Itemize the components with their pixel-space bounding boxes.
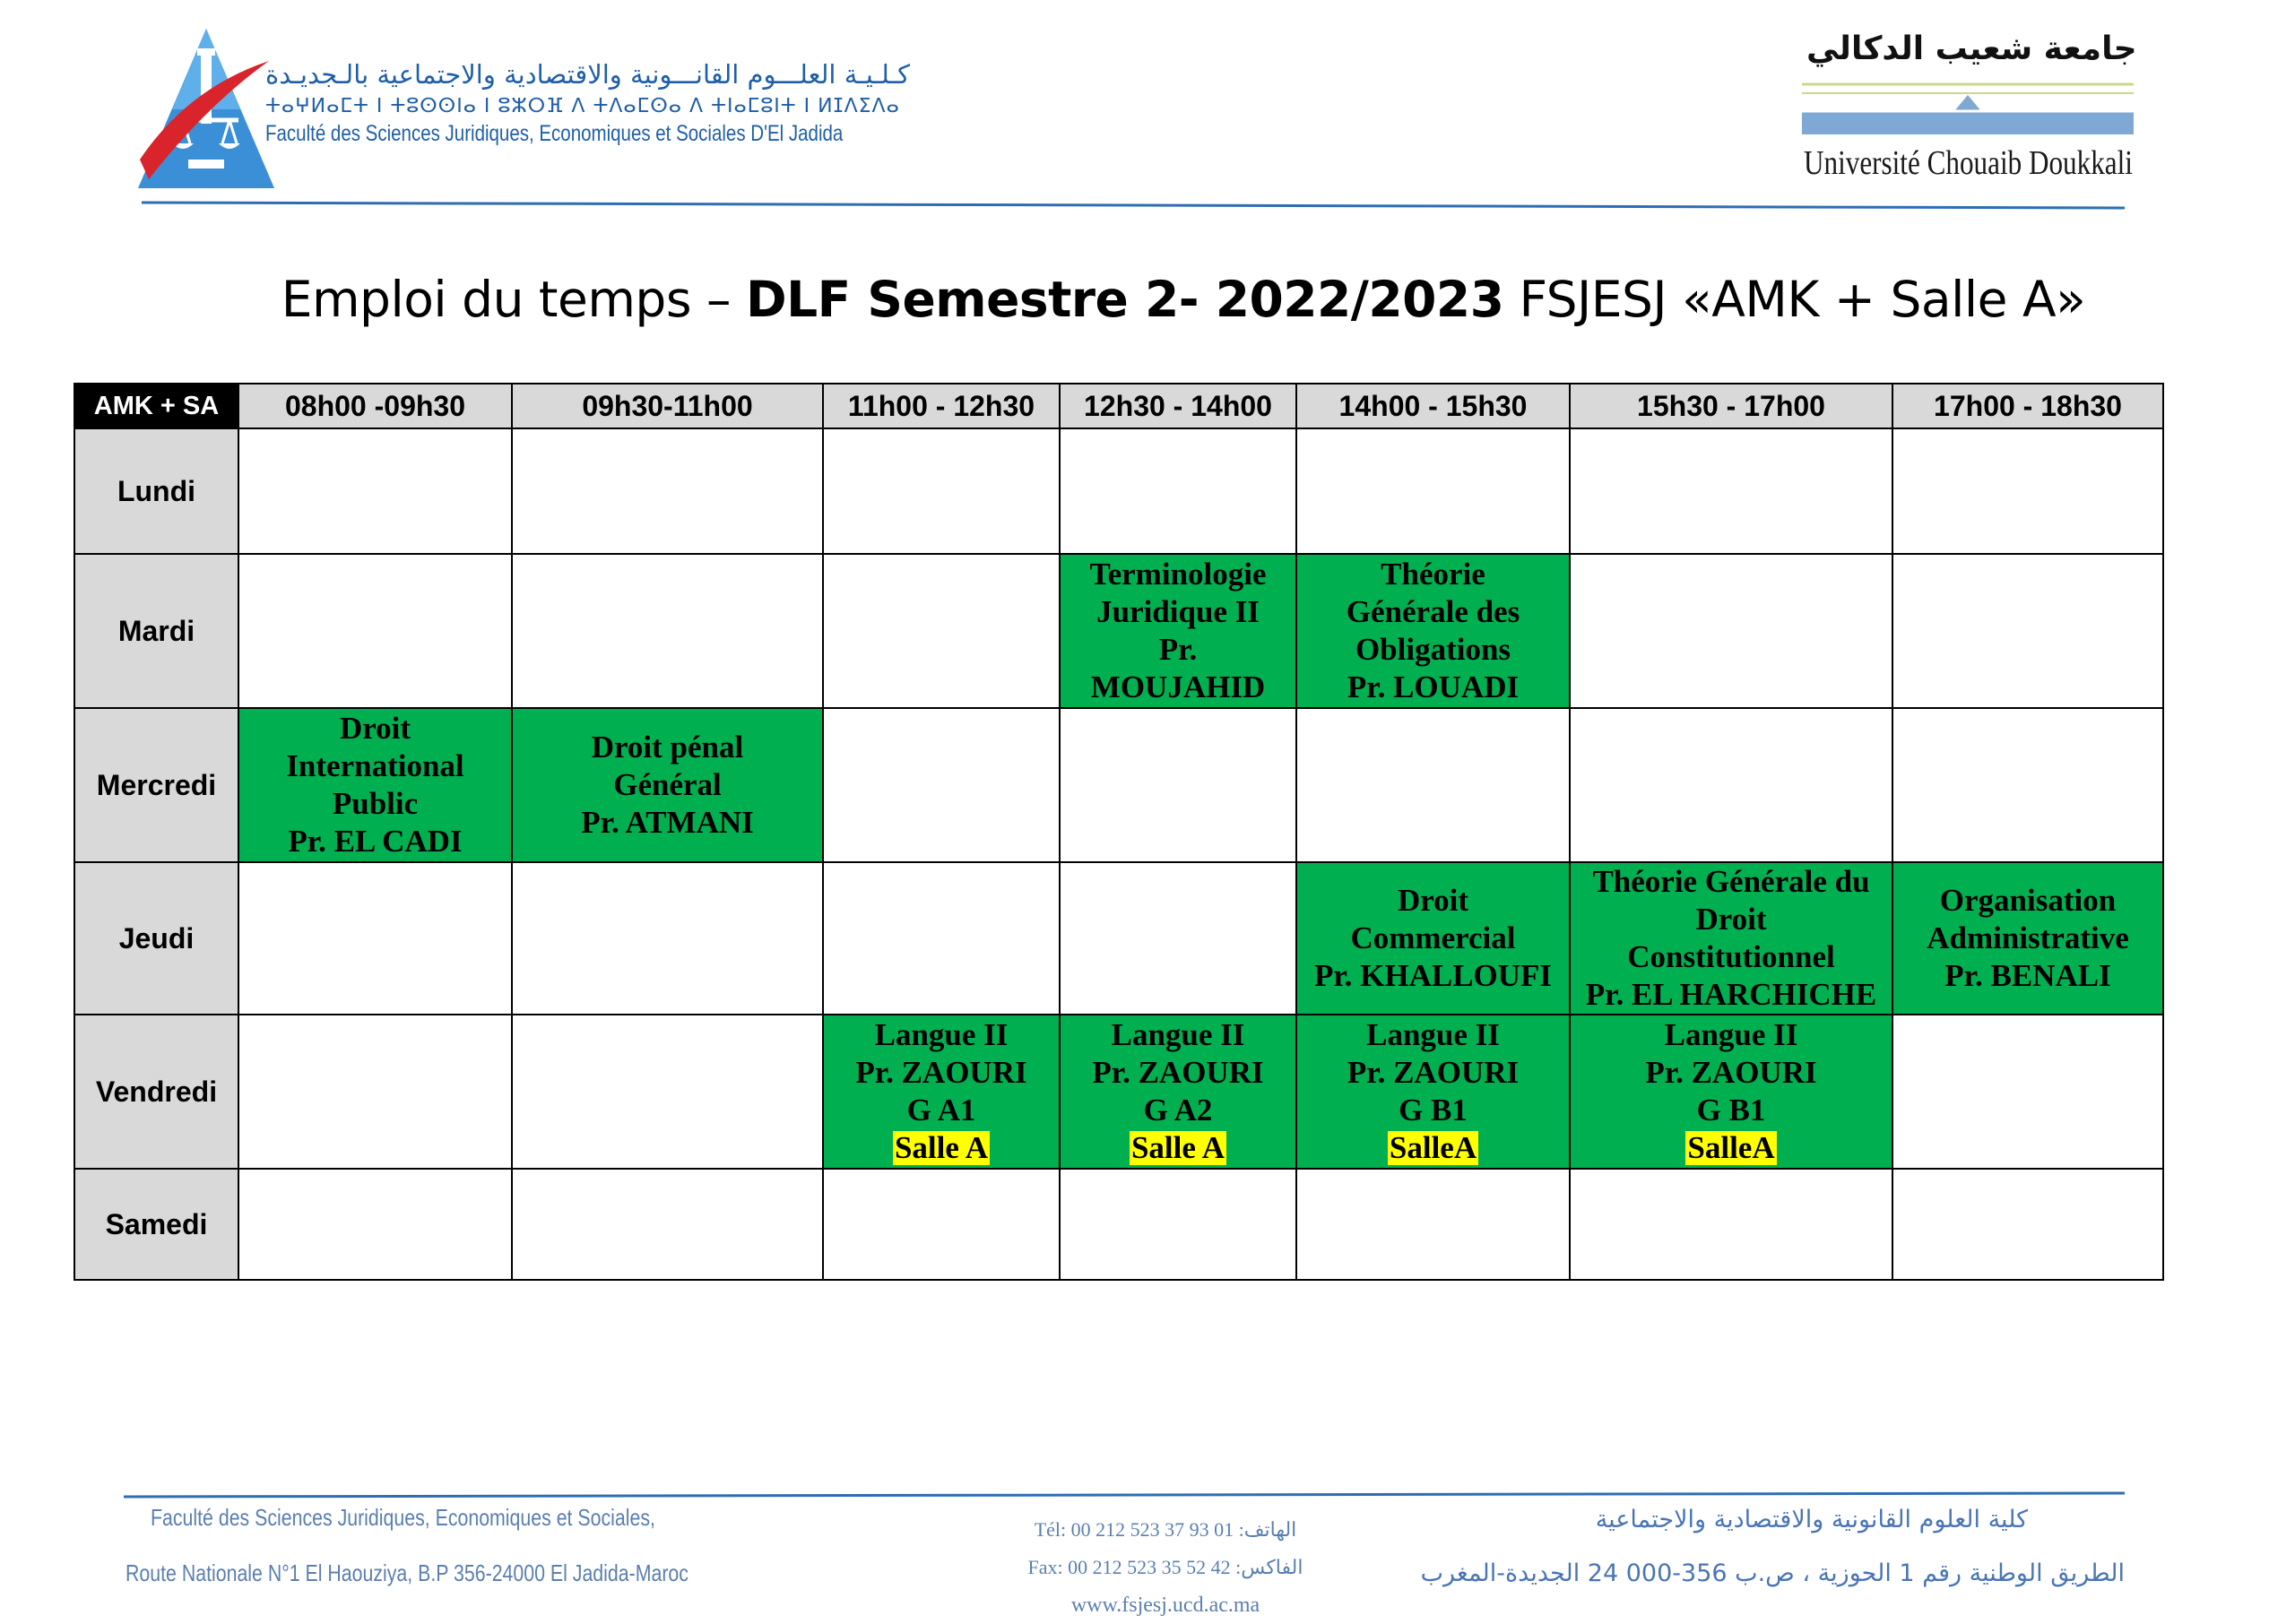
time-slot-header: 14h00 - 15h30 [1296, 384, 1570, 428]
course-cell [1570, 1015, 1892, 1169]
timetable-header-row [74, 384, 2163, 428]
course-cell [823, 1015, 1060, 1169]
time-slot-header: 17h00 - 18h30 [1892, 384, 2163, 428]
course-line: Obligations [1355, 632, 1511, 667]
timetable [74, 383, 2164, 1281]
timetable-row [74, 1169, 2163, 1280]
footer-fax: Fax: 00 212 523 35 52 42 :الفاكس [1027, 1556, 1303, 1578]
course-cell [238, 708, 512, 862]
title-prefix: Emploi du temps – [281, 271, 746, 328]
course-line: G A1 [906, 1093, 976, 1127]
timetable-row [74, 1015, 2163, 1169]
course-line: Droit [339, 711, 411, 746]
course-line: Général [613, 767, 722, 802]
empty-slot-cell [823, 708, 1060, 862]
course-line: Administrative [1927, 920, 2129, 955]
timetable-row [74, 862, 2163, 1015]
day-label: Samedi [74, 1169, 238, 1280]
course-cell [1892, 862, 2163, 1015]
time-slot-header: 09h30-11h00 [512, 384, 823, 428]
course-line: Langue II [874, 1017, 1009, 1052]
course-cell [1060, 554, 1296, 708]
empty-slot-cell [1296, 428, 1570, 554]
faculty-name-tifinagh: ⵜⴰⵖⵍⴰⵎⵜ ⵏ ⵜⵓⵙⵙⵏⴰ ⵏ ⵓⵣⵔⴼ ⴷ ⵜⴷⴰⵎⵙⴰ ⴷ ⵜⵏⴰⵎⵓⵏⵜ ⵏ ⵍⵊⴷⵉⴷⴰ [265, 95, 900, 117]
course-cell [1296, 1015, 1570, 1169]
time-slot-header: 08h00 -09h30 [238, 384, 512, 428]
footer-divider [124, 1491, 2125, 1499]
timetable-corner: AMK + SA [74, 384, 238, 428]
day-label: Lundi [74, 428, 238, 554]
empty-slot-cell [512, 1169, 823, 1280]
footer-contact [968, 1511, 1363, 1624]
empty-slot-cell [1570, 708, 1892, 862]
course-cell [512, 708, 823, 862]
course-line: Organisation [1939, 883, 2117, 918]
empty-slot-cell [512, 1015, 823, 1169]
day-label: Jeudi [74, 862, 238, 1015]
course-line: Droit [1397, 883, 1469, 918]
timetable-body [74, 428, 2163, 1280]
timetable-row [74, 554, 2163, 708]
course-line: G B1 [1399, 1093, 1468, 1127]
empty-slot-cell [1060, 428, 1296, 554]
empty-slot-cell [1892, 1169, 2163, 1280]
empty-slot-cell [1570, 554, 1892, 708]
course-line: MOUJAHID [1090, 669, 1266, 704]
course-line: Pr. KHALLOUFI [1313, 958, 1553, 993]
course-line: Pr. BENALI [1944, 958, 2111, 993]
course-line: Droit pénal [591, 730, 744, 764]
course-line: Théorie [1381, 557, 1485, 592]
course-line: Droit [1695, 902, 1767, 937]
footer-address: Route Nationale N°1 El Haouziya, B.P 356-24000 El Jadida-Maroc [126, 1559, 688, 1586]
university-name-french: Université Chouaib Doukkali [1804, 144, 2133, 182]
course-line: Public [332, 786, 419, 821]
title-program: DLF Semestre 2- 2022/2023 [745, 271, 1504, 328]
header-divider [142, 201, 2125, 210]
empty-slot-cell [1892, 708, 2163, 862]
empty-slot-cell [238, 1169, 512, 1280]
empty-slot-cell [1060, 1169, 1296, 1280]
empty-slot-cell [823, 428, 1060, 554]
course-line: Constitutionnel [1627, 939, 1835, 974]
course-line: Commercial [1350, 920, 1516, 955]
course-line: Pr. ZAOURI [1092, 1055, 1264, 1090]
empty-slot-cell [823, 1169, 1060, 1280]
course-line: Langue II [1664, 1017, 1798, 1052]
empty-slot-cell [1892, 1015, 2163, 1169]
empty-slot-cell [238, 428, 512, 554]
day-label: Mercredi [74, 708, 238, 862]
empty-slot-cell [1060, 708, 1296, 862]
day-label: Vendredi [74, 1015, 238, 1169]
empty-slot-cell [1892, 428, 2163, 554]
empty-slot-cell [823, 862, 1060, 1015]
course-cell [1060, 1015, 1296, 1169]
document-header [0, 0, 2295, 233]
empty-slot-cell [238, 862, 512, 1015]
room-badge: Salle A [894, 1130, 989, 1165]
empty-slot-cell [512, 428, 823, 554]
course-line: International [286, 748, 464, 783]
course-line: Pr. ZAOURI [1347, 1055, 1520, 1090]
faculty-logo [134, 25, 278, 194]
course-line: Langue II [1111, 1017, 1245, 1052]
course-line: Pr. ZAOURI [855, 1055, 1027, 1090]
course-cell [1296, 862, 1570, 1015]
course-line: Pr. EL HARCHICHE [1585, 977, 1877, 1012]
course-cell [1296, 554, 1570, 708]
time-slot-header: 12h30 - 14h00 [1060, 384, 1296, 428]
empty-slot-cell [1892, 554, 2163, 708]
timetable-row [74, 428, 2163, 554]
footer-faculty-name: Faculté des Sciences Juridiques, Economiques et Sociales, [151, 1504, 655, 1531]
faculty-name-french: Faculté des Sciences Juridiques, Economiques et Sociales D'El Jadida [265, 121, 844, 146]
university-logo-band [1802, 79, 2134, 151]
timetable-row [74, 708, 2163, 862]
empty-slot-cell [512, 554, 823, 708]
empty-slot-cell [1060, 862, 1296, 1015]
course-line: Théorie Générale du [1592, 864, 1870, 899]
empty-slot-cell [1296, 1169, 1570, 1280]
title-suffix: FSJESJ «AMK + Salle A» [1503, 271, 2086, 328]
course-line: Pr. ATMANI [581, 805, 754, 840]
room-badge: Salle A [1130, 1130, 1225, 1165]
course-line: Pr. ZAOURI [1645, 1055, 1817, 1090]
course-line: Pr. EL CADI [288, 824, 463, 859]
footer-faculty-name-arabic: كلية العلوم القانونية والاقتصادية والاجتماعية [1595, 1506, 2028, 1533]
course-line: Juridique II [1096, 594, 1260, 629]
empty-slot-cell [1570, 428, 1892, 554]
footer-website-link[interactable]: www.fsjesj.ucd.ac.ma [1070, 1594, 1260, 1617]
empty-slot-cell [512, 862, 823, 1015]
course-line: Pr. [1158, 632, 1198, 667]
course-line: Pr. LOUADI [1347, 669, 1520, 704]
empty-slot-cell [238, 554, 512, 708]
empty-slot-cell [823, 554, 1060, 708]
room-badge: SalleA [1687, 1130, 1775, 1165]
course-line: G A2 [1143, 1093, 1213, 1127]
page-title [0, 271, 2295, 328]
course-cell [1570, 862, 1892, 1015]
footer-address-arabic: الطريق الوطنية رقم 1 الحوزية ، ص.ب 356-000 24 الجديدة-المغرب [1420, 1559, 2125, 1587]
day-label: Mardi [74, 554, 238, 708]
empty-slot-cell [1296, 708, 1570, 862]
time-slot-header: 15h30 - 17h00 [1570, 384, 1892, 428]
course-line: Langue II [1366, 1017, 1500, 1052]
time-slot-header: 11h00 - 12h30 [823, 384, 1060, 428]
footer-phone: Tél: 00 212 523 37 93 01 :الهاتف [1034, 1518, 1297, 1541]
empty-slot-cell [238, 1015, 512, 1169]
course-line: Terminologie [1089, 557, 1267, 592]
faculty-name-arabic: كـلـيـة العلـــوم القانـــونية والاقتصادية والاجتماعية بالـجديـدة [265, 59, 910, 90]
university-name-arabic: جامعة شعيب الدكالي [1806, 30, 2137, 67]
empty-slot-cell [1570, 1169, 1892, 1280]
course-line: G B1 [1696, 1093, 1766, 1127]
course-line: Générale des [1346, 594, 1520, 629]
room-badge: SalleA [1389, 1130, 1477, 1165]
faculty-name-block [265, 59, 970, 147]
